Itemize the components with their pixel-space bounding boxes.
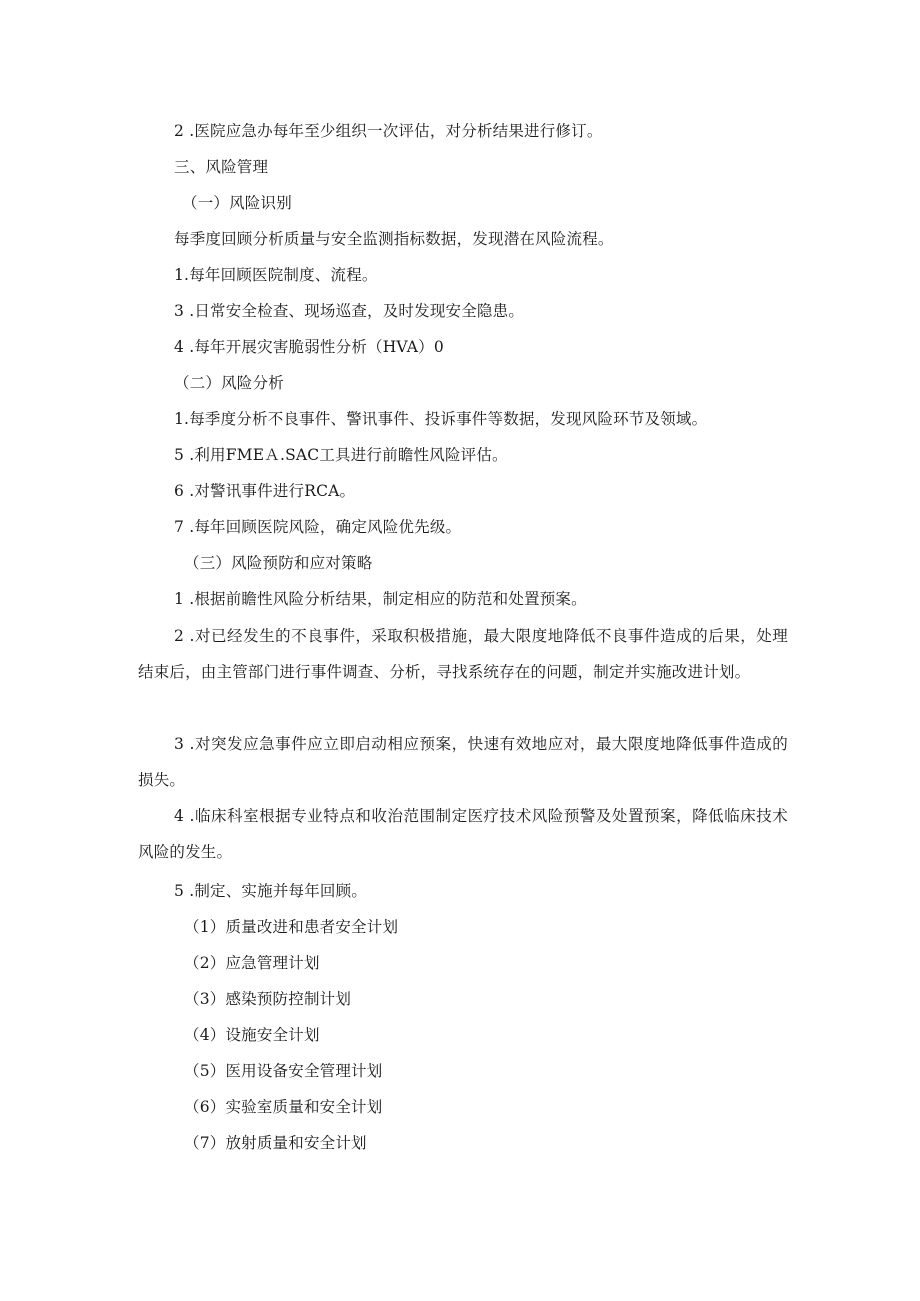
text-line: 1.每季度分析不良事件、警讯事件、投诉事件等数据，发现风险环节及领域。 (174, 410, 708, 428)
text-line: 6 .对警讯事件进行RCA。 (174, 482, 356, 500)
plan-item: （1）质量改进和患者安全计划 (184, 918, 399, 936)
subsection-heading: （一）风险识别 (182, 194, 292, 212)
text-line: 7 .每年回顾医院风险，确定风险优先级。 (174, 518, 462, 536)
text-line: 每季度回顾分析质量与安全监测指标数据，发现潜在风险流程。 (174, 230, 614, 248)
text-line: 5 .利用FMEＡ.SAC工具进行前瞻性风险评估。 (174, 446, 508, 464)
plan-item: （7）放射质量和安全计划 (184, 1134, 367, 1152)
text-line: 1 .根据前瞻性风险分析结果，制定相应的防范和处置预案。 (174, 590, 587, 608)
text-line: 4 .每年开展灾害脆弱性分析（HVA）0 (174, 338, 444, 356)
plan-item: （3）感染预防控制计划 (184, 990, 352, 1008)
text-line: 5 .制定、实施并每年回顾。 (174, 882, 368, 900)
text-line: 1.每年回顾医院制度、流程。 (174, 266, 378, 284)
text-line: 2 .医院应急办每年至少组织一次评估，对分析结果进行修订。 (174, 122, 603, 140)
plan-item: （5）医用设备安全管理计划 (184, 1062, 383, 1080)
paragraph: 4 .临床科室根据专业特点和收治范围制定医疗技术风险预警及处置预案，降低临床技术风险的发生。 (138, 807, 788, 861)
subsection-heading: （二）风险分析 (174, 374, 284, 392)
plan-item: （4）设施安全计划 (184, 1026, 320, 1044)
plan-item: （2）应急管理计划 (184, 954, 320, 972)
subsection-heading: （三）风险预防和应对策略 (184, 554, 373, 572)
text-line: 3 .日常安全检查、现场巡查，及时发现安全隐患。 (174, 302, 525, 320)
plan-item: （6）实验室质量和安全计划 (184, 1098, 383, 1116)
section-heading: 三、风险管理 (174, 158, 269, 176)
paragraph: 2 .对已经发生的不良事件，采取积极措施，最大限度地降低不良事件造成的后果，处理结束后，由主管部门进行事件调查、分析，寻找系统存在的问题，制定并实施改进计划。 (138, 627, 788, 681)
paragraph: 3 .对突发应急事件应立即启动相应预案，快速有效地应对，最大限度地降低事件造成的损失。 (138, 735, 788, 789)
